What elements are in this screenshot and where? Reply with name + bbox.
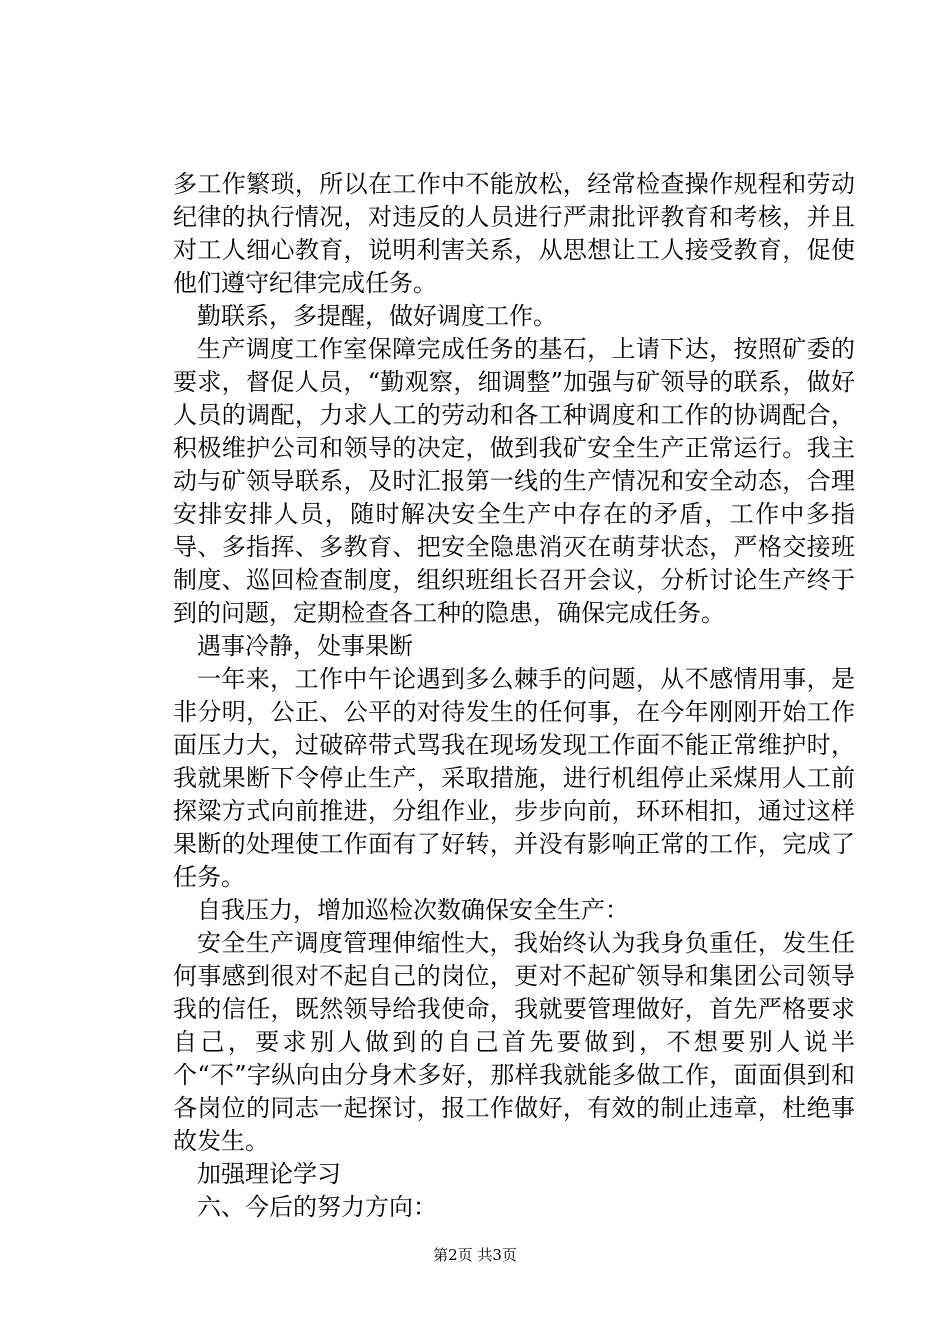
paragraph-dispatch-work: 生产调度工作室保障完成任务的基石，上请下达，按照矿委的要求，督促人员，“勤观察，细调整”加强与矿领导的联系，做好人员的调配，力求人工的劳动和各工种调度和工作的协调配合，积极维护公司和领导的决定，做到我矿安全生产正常运行。我主动与矿领导联系，及时汇报第一线的生产情况和安全动态，合理安排安排人员，随时解决安全生产中存在的矛盾，工作中多指导、多指挥、多教育、把安全隐患消灭在萌芽状态，严格交接班制度、巡回检查制度，组织班组长召开会议，分析讨论生产终于到的问题，定期检查各工种的隐患，确保完成任务。 (173, 335, 855, 627)
page-footer (0, 1245, 950, 1265)
paragraph-safety-management: 安全生产调度管理伸缩性大，我始终认为我身负重任，发生任何事感到很对不起自己的岗位，更对不起矿领导和集团公司领导我的信任，既然领导给我使命，我就要管理做好，首先严格要求自己，要求别人做到的自己首先要做到，不想要别人说半个“不”字纵向由分身术多好，那样我就能多做工作，面面俱到和各岗位的同志一起探讨，报工作做好，有效的制止违章，杜绝事故发生。 (173, 929, 855, 1155)
paragraph-heading-pressure: 自我压力，增加巡检次数确保安全生产： (197, 896, 629, 924)
page-number-label: 第2页 共3页 (433, 1246, 517, 1264)
paragraph-heading-contact: 勤联系，多提醒，做好调度工作。 (197, 302, 557, 330)
paragraph-heading-theory: 加强理论学习 (197, 1160, 341, 1188)
document-body (173, 168, 855, 1224)
paragraph-decisive: 一年来，工作中午论遇到多么棘手的问题，从不感情用事，是非分明，公正、公平的对待发生的任何事，在今年刚刚开始工作面压力大，过破碎带式骂我在现场发现工作面不能正常维护时，我就果断下令停止生产，采取措施，进行机组停止采煤用人工前探粱方式向前推进，分组作业，步步向前，环环相扣，通过这样果断的处理使工作面有了好转，并没有影响正常的工作，完成了任务。 (173, 665, 855, 891)
paragraph-heading-calm: 遇事冷静，处事果断 (197, 632, 413, 660)
paragraph-continuation: 多工作繁琐，所以在工作中不能放松，经常检查操作规程和劳动纪律的执行情况，对违反的人员进行严肃批评教育和考核，并且对工人细心教育，说明利害关系，从思想让工人接受教育，促使他们遵守纪律完成任务。 (173, 170, 855, 297)
paragraph-heading-future: 六、今后的努力方向： (197, 1193, 437, 1221)
